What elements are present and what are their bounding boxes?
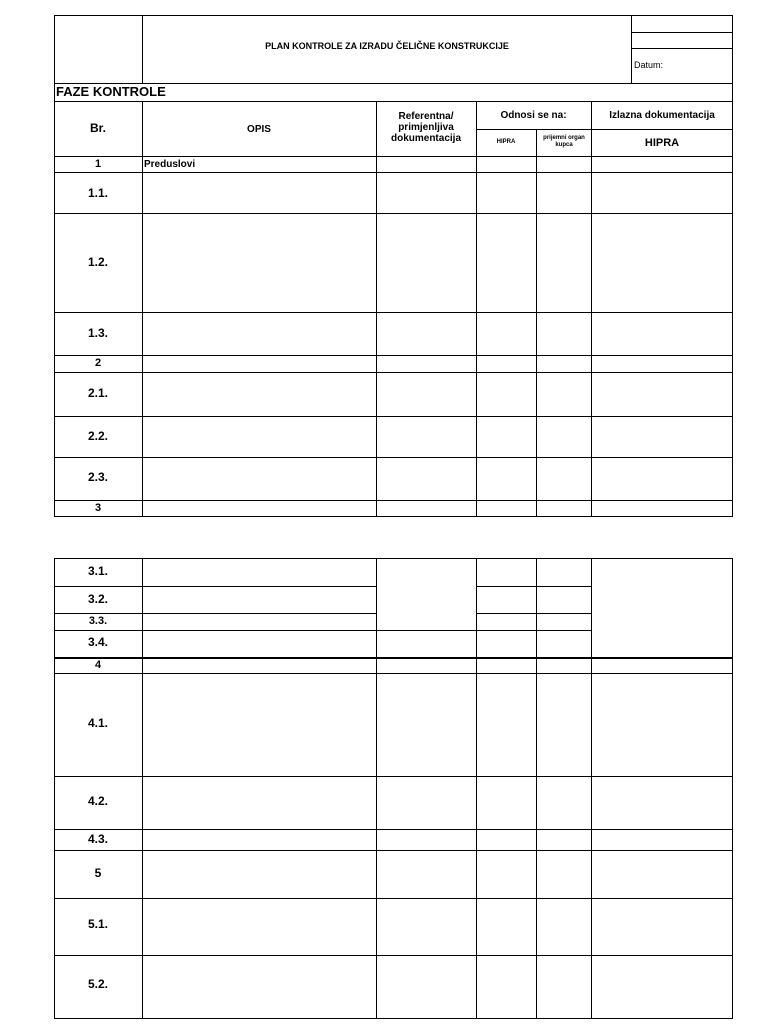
column-header-izlazna-hipra: HIPRA — [644, 137, 680, 149]
column-header-br: Br. — [89, 121, 106, 135]
col-divider-br — [142, 558, 143, 1019]
frame-left — [54, 558, 55, 1019]
column-header-ref: Referentna/ primjenljiva dokumentacija — [390, 111, 462, 144]
column-header-odnosi-hipra: HIPRA — [496, 139, 516, 145]
row-number: 1.1. — [87, 186, 108, 200]
row-line — [54, 850, 733, 851]
frame-bottom — [54, 1018, 733, 1019]
row-number: 2.1. — [87, 386, 108, 400]
row-number: 1.3. — [87, 326, 108, 340]
row-line-thick — [54, 657, 733, 659]
column-header-opis: OPIS — [247, 124, 271, 135]
column-header-odnosi: Odnosi se na: — [500, 110, 567, 121]
row-number: 3.4. — [87, 635, 108, 649]
row-line — [54, 586, 376, 587]
col-divider-ref — [476, 558, 477, 1019]
row-line — [476, 613, 591, 614]
col-divider-hipra — [536, 558, 537, 1019]
row-line — [54, 776, 733, 777]
frame-right — [732, 558, 733, 1019]
col-divider-opis — [376, 558, 377, 1019]
document-title: PLAN KONTROLE ZA IZRADU ČELIČNE KONSTRUKCIJE — [265, 41, 509, 51]
row-number: 3.2. — [87, 592, 108, 606]
row-number: 2 — [94, 357, 102, 369]
row-number: 3 — [94, 502, 102, 514]
row-number: 4.1. — [87, 716, 108, 730]
row-number: 4.2. — [87, 794, 108, 808]
section-title: FAZE KONTROLE — [56, 84, 166, 99]
row-number: 1.2. — [87, 255, 108, 269]
date-label: Datum: — [634, 60, 664, 70]
row-number: 2.3. — [87, 470, 108, 484]
row-number: 4.3. — [87, 832, 108, 846]
row-number: 2.2. — [87, 429, 108, 443]
row-line — [54, 673, 733, 674]
row-line — [476, 586, 591, 587]
col-divider-organ — [591, 558, 592, 1019]
row-number: 5.2. — [87, 977, 108, 991]
frame-top — [54, 558, 733, 559]
row-line — [54, 955, 733, 956]
row-line — [54, 898, 733, 899]
row-line — [54, 829, 733, 830]
row-number: 4 — [94, 659, 102, 671]
row-number: 5.1. — [87, 917, 108, 931]
row-number: 5 — [94, 866, 102, 880]
column-header-odnosi-organ: prijemni organ kupca — [543, 135, 585, 148]
row-number: 3.1. — [87, 564, 108, 578]
row-line — [54, 630, 591, 631]
row-description: Preduslovi — [144, 159, 196, 170]
row-number: 1 — [94, 158, 102, 170]
column-header-izlazna: Izlazna dokumentacija — [609, 110, 715, 121]
row-number: 3.3. — [88, 615, 108, 627]
row-line — [54, 613, 376, 614]
